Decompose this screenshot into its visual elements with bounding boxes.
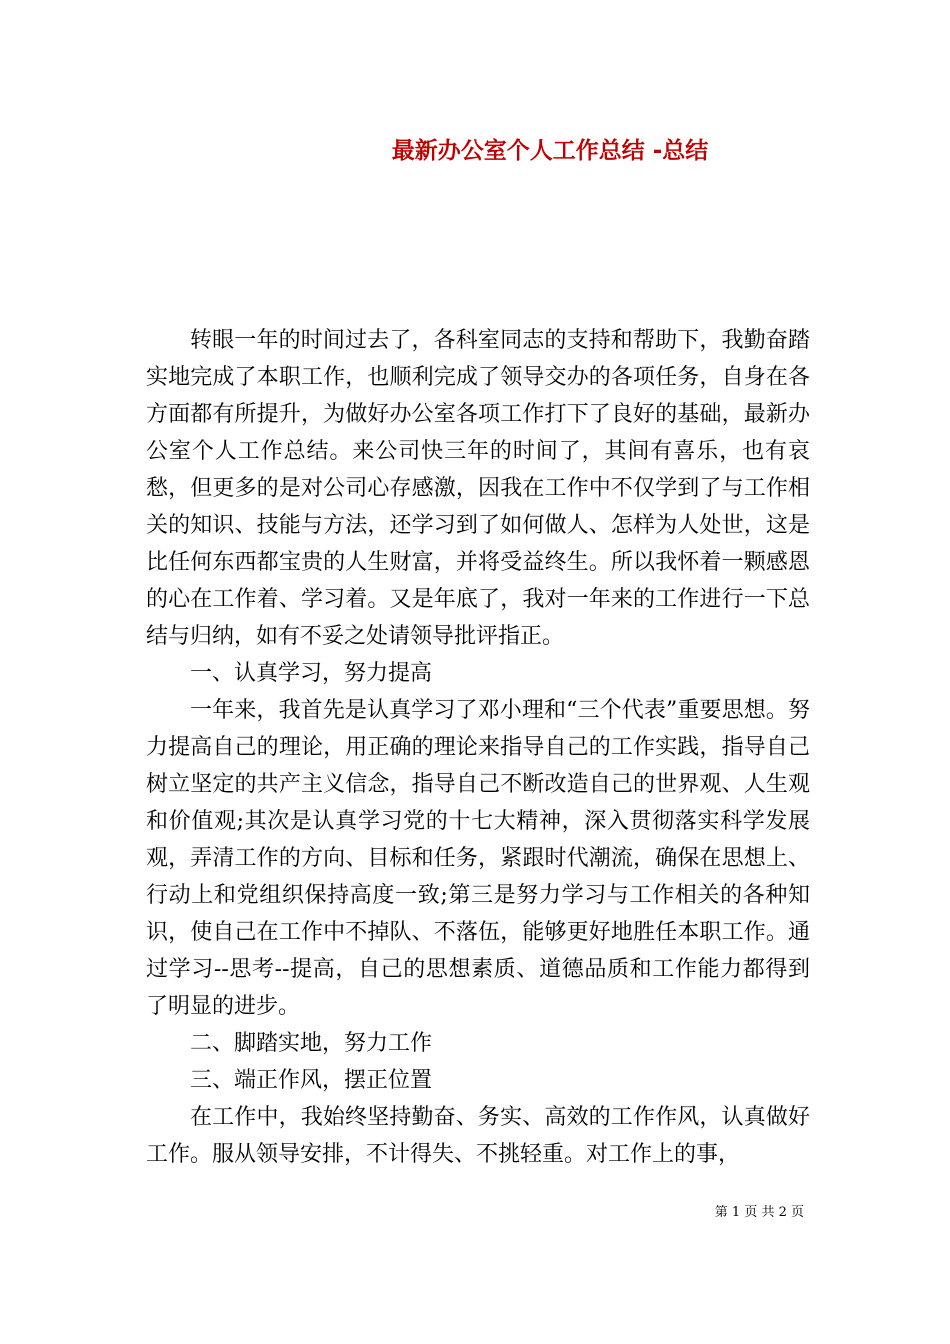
paragraph-study: 一年来，我首先是认真学习了邓小理和“三个代表”重要思想。努力提高自己的理论，用正确的理论来指导自己的工作实践，指导自己树立坚定的共产主义信念，指导自己不断改造自己的世界观、人生观和价值观;其次是认真学习党的十七大精神，深入贯彻落实科学发展观，弄清工作的方向、目标和任务，紧跟时代潮流，确保在思想上、行动上和党组织保持高度一致;第三是努力学习与工作相关的各种知识，使自己在工作中不掉队、不落伍，能够更好地胜任本职工作。通过学习--思考--提高，自己的思想素质、道德品质和工作能力都得到了明显的进步。 (146, 698, 810, 1019)
paragraph-intro: 转眼一年的时间过去了，各科室同志的支持和帮助下，我勤奋踏实地完成了本职工作，也顺利完成了领导交办的各项任务，自身在各方面都有所提升，为做好办公室各项工作打下了良好的基础，最新办公室个人工作总结。来公司快三年的时间了，其间有喜乐，也有哀愁，但更多的是对公司心存感激，因我在工作中不仅学到了与工作相关的知识、技能与方法，还学习到了如何做人、怎样为人处世，这是比任何东西都宝贵的人生财富，并将受益终生。所以我怀着一颗感恩的心在工作着、学习着。又是年底了，我对一年来的工作进行一下总结与归纳，如有不妥之处请领导批评指正。 (146, 328, 810, 649)
section-heading-2: 二、脚踏实地，努力工作 (190, 1031, 433, 1056)
page-number-footer: 第 1 页 共 2 页 (714, 1205, 804, 1220)
paragraph-style: 在工作中，我始终坚持勤奋、务实、高效的工作作风，认真做好工作。服从领导安排，不计得失、不挑轻重。对工作上的事， (146, 1105, 810, 1167)
document-title: 最新办公室个人工作总结 -总结 (391, 138, 709, 164)
section-heading-1: 一、认真学习，努力提高 (190, 661, 433, 686)
document-body (146, 322, 810, 1173)
section-heading-3: 三、端正作风，摆正位置 (190, 1068, 433, 1093)
